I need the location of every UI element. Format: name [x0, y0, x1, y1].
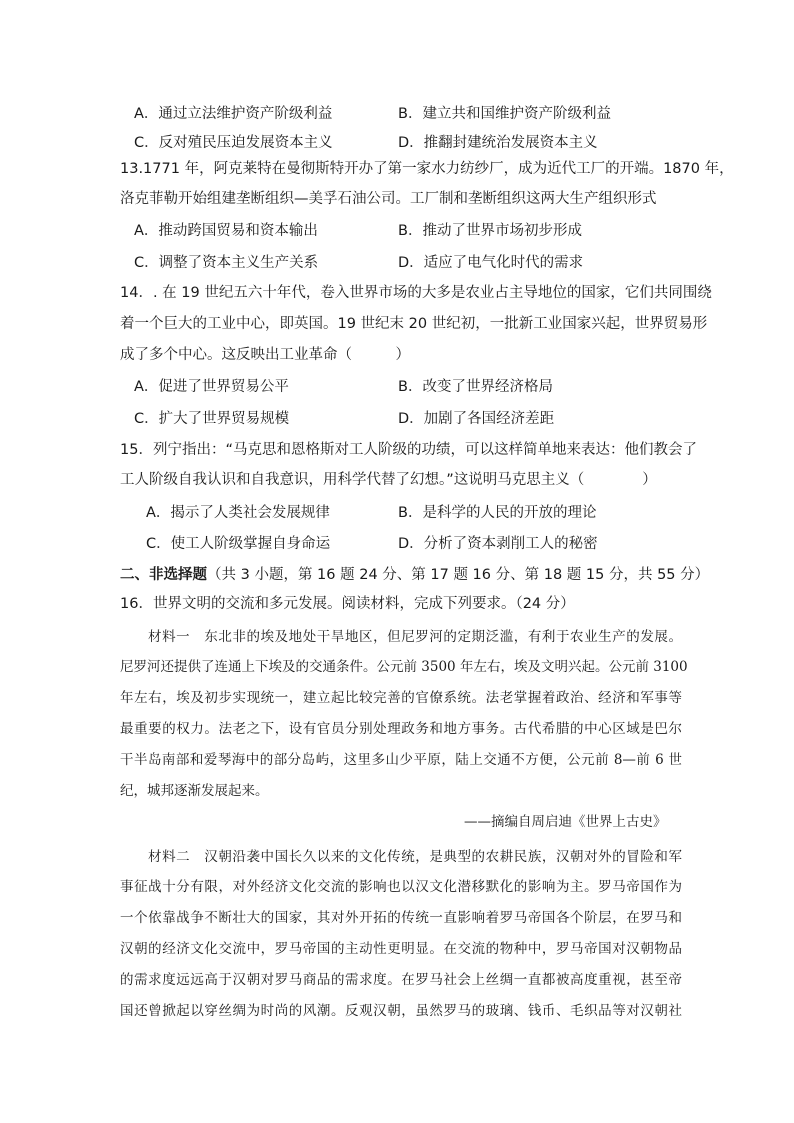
q14-option-b: B．改变了世界经济格局 [398, 379, 553, 395]
q13-option-b: B．推动了世界市场初步形成 [398, 223, 582, 239]
q12-option-c: C．反对殖民压迫发展资本主义 [134, 135, 333, 151]
q15-stem-line-2: 工人阶级自我认识和自我意识，用科学代替了幻想。”这说明马克思主义（ ） [120, 472, 657, 488]
material1-line-4: 最重要的权力。法老之下，设有官员分别处理政务和地方事务。古代希腊的中心区域是巴尔 [120, 721, 682, 737]
material1-line-2: 尼罗河还提供了连通上下埃及的交通条件。公元前 3500 年左右，埃及文明兴起。公元前 3100 [120, 659, 688, 675]
q14-option-a: A．促进了世界贸易公平 [134, 379, 289, 395]
q13-option-a: A．推动跨国贸易和资本输出 [134, 223, 318, 239]
q14-option-c: C．扩大了世界贸易规模 [134, 411, 290, 427]
q14-stem-line-3: 成了多个中心。这反映出工业革命（ ） [120, 347, 410, 363]
q15-option-c: C．使工人阶级掌握自身命运 [146, 536, 331, 552]
q13-option-c: C．调整了资本主义生产关系 [134, 255, 319, 271]
material1-line-5: 干半岛南部和爱琴海中的部分岛屿，这里多山少平原，陆上交通不方便，公元前 8—前 6 世 [120, 752, 682, 768]
material2-line-5: 的需求度远远高于汉朝对罗马商品的需求度。在罗马社会上丝绸一直都被高度重视，甚至帝 [120, 972, 682, 988]
material2-line-3: 一个依靠战争不断壮大的国家，其对外开拓的传统一直影响着罗马帝国各个阶层，在罗马和 [120, 910, 682, 926]
material2-line-4: 汉朝的经济文化交流中，罗马帝国的主动性更明显。在交流的物种中，罗马帝国对汉朝物品 [120, 941, 682, 957]
material1-line-6: 纪，城邦逐渐发展起来。 [120, 783, 269, 799]
section-heading [120, 565, 709, 585]
q13-stem-line-1: 13.1771 年，阿克莱特在曼彻斯特开办了第一家水力纺纱厂，成为近代工厂的开端。1870 年， [120, 161, 734, 177]
q15-option-a: A．揭示了人类社会发展规律 [146, 505, 330, 521]
material1-line-1: 材料一 东北非的埃及地处干旱地区，但尼罗河的定期泛滥，有利于农业生产的发展。 [148, 629, 682, 645]
q13-option-d: D．适应了电气化时代的需求 [398, 255, 584, 271]
material2-line-6: 国还曾掀起以穿丝绸为时尚的风潮。反观汉朝，虽然罗马的玻璃、钱币、毛织品等对汉朝社 [120, 1003, 682, 1019]
material2-line-2: 事征战十分有限，对外经济文化交流的影响也以汉文化潜移默化的影响为主。罗马帝国作为 [120, 879, 682, 895]
section-description: （共 3 小题，第 16 题 24 分、第 17 题 16 分、第 18 题 15 分，共 55 分） [207, 567, 710, 583]
q15-option-b: B．是科学的人民的开放的理论 [398, 505, 597, 521]
q14-stem-line-2: 着一个巨大的工业中心，即英国。19 世纪末 20 世纪初，一批新工业国家兴起，世界贸易形 [120, 316, 708, 332]
q12-option-b: B．建立共和国维护资产阶级利益 [398, 106, 611, 122]
q15-option-d: D．分析了资本剥削工人的秘密 [398, 536, 598, 552]
q12-option-a: A．通过立法维护资产阶级利益 [134, 106, 333, 122]
material1-source: ——摘编自周启迪《世界上古史》 [464, 814, 667, 830]
q14-stem-line-1: 14．. 在 19 世纪五六十年代，卷入世界市场的大多是农业占主导地位的国家，它们共同围绕 [120, 285, 712, 301]
q14-option-d: D．加剧了各国经济差距 [398, 411, 555, 427]
q13-stem-line-2: 洛克菲勒开始组建垄断组织—美孚石油公司。工厂制和垄断组织这两大生产组织形式 [120, 191, 657, 207]
q12-option-d: D．推翻封建统治发展资本主义 [398, 135, 598, 151]
material1-line-3: 年左右，埃及初步实现统一，建立起比较完善的官僚系统。法老掌握着政治、经济和军事等 [120, 690, 682, 706]
q15-stem-line-1: 15．列宁指出：“马克思和恩格斯对工人阶级的功绩，可以这样简单地来表达：他们教会了 [120, 442, 697, 458]
material2-line-1: 材料二 汉朝沿袭中国长久以来的文化传统，是典型的农耕民族，汉朝对外的冒险和军 [148, 849, 682, 865]
section-title: 二、非选择题 [120, 567, 207, 583]
q16-stem: 16．世界文明的交流和多元发展。阅读材料，完成下列要求。（24 分） [120, 596, 575, 612]
